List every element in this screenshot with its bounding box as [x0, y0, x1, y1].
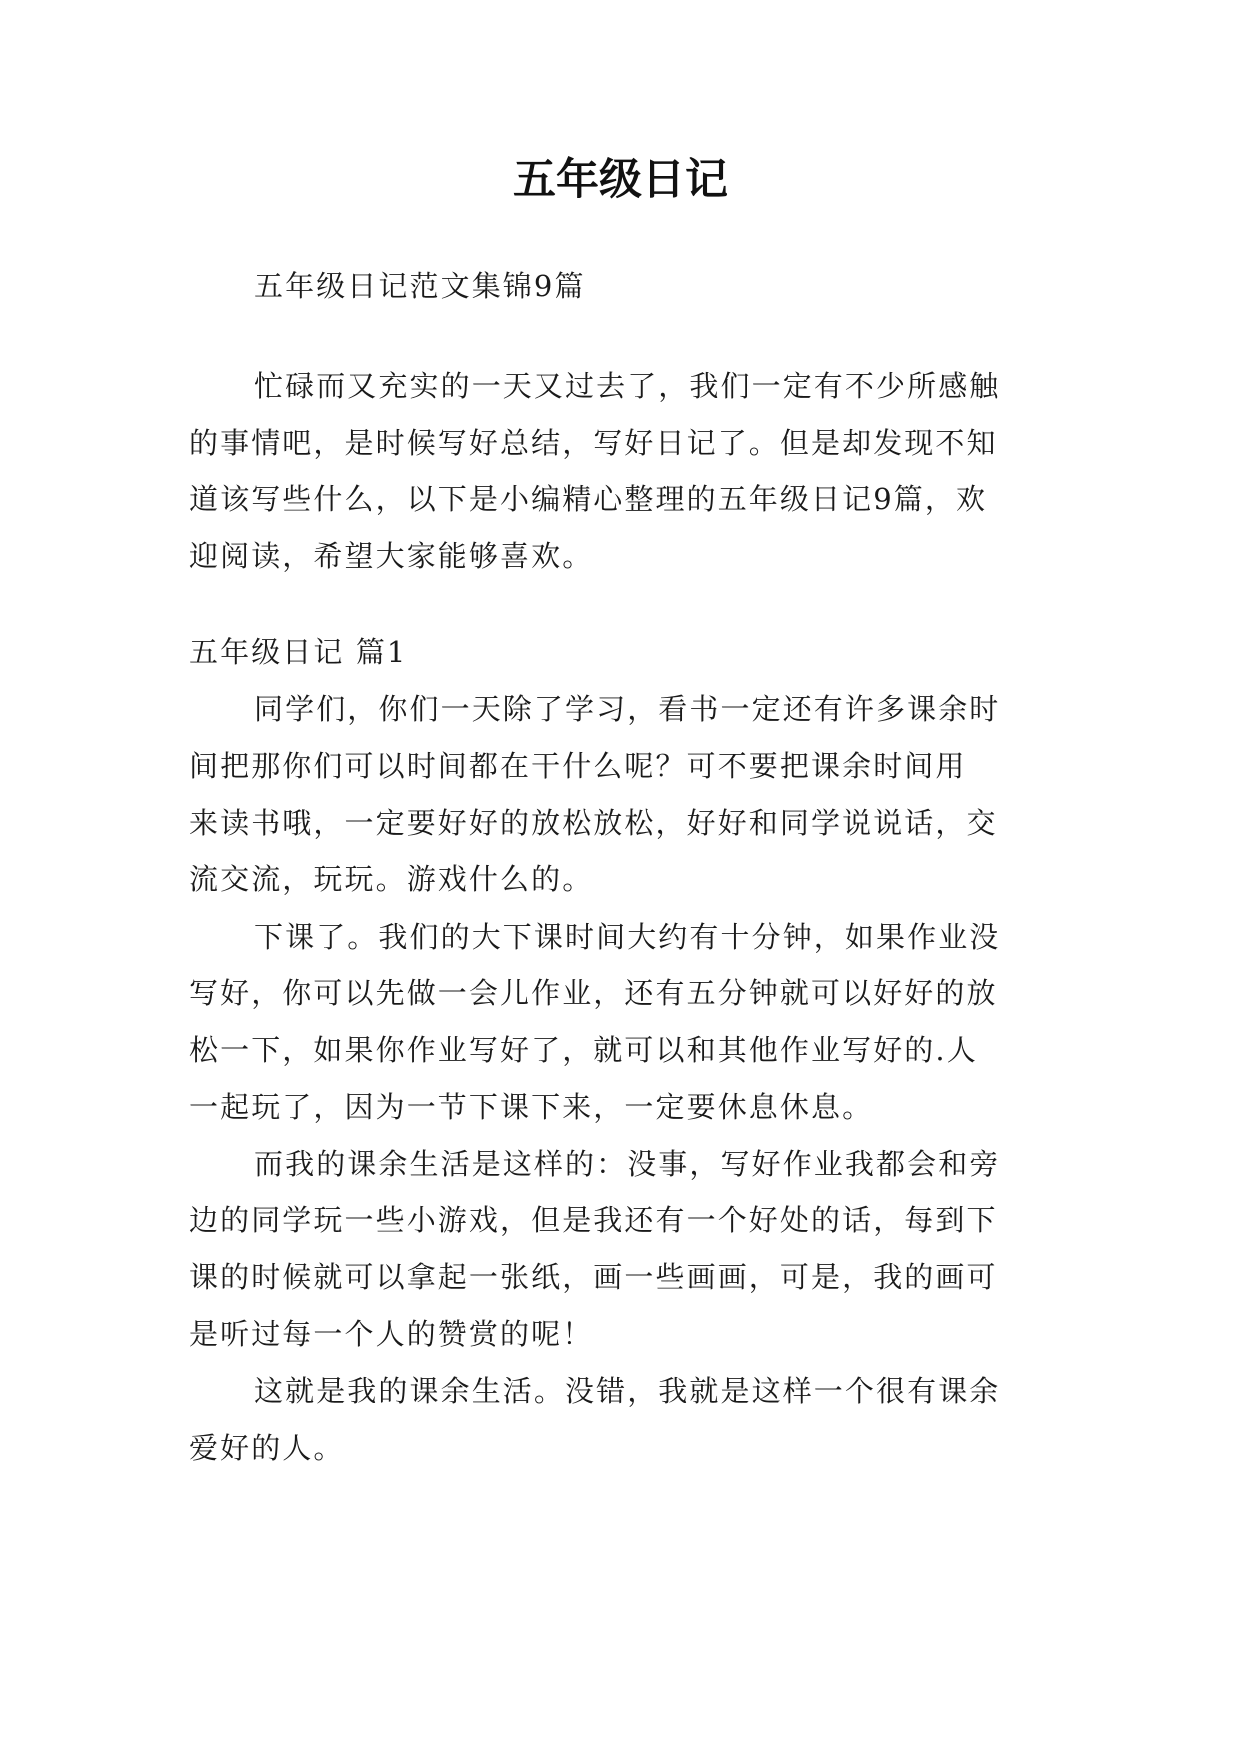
- intro-line: 忙碌而又充实的一天又过去了，我们一定有不少所感触: [254, 369, 1001, 403]
- paragraph-line: 下课了。我们的大下课时间大约有十分钟，如果作业没: [254, 920, 1001, 954]
- paragraph-line: 而我的课余生活是这样的：没事，写好作业我都会和旁: [254, 1147, 1001, 1181]
- paragraph-line: 一起玩了，因为一节下课下来，一定要休息休息。: [189, 1090, 874, 1124]
- paragraph-line: 这就是我的课余生活。没错，我就是这样一个很有课余: [254, 1374, 1001, 1408]
- section-heading: 五年级日记 篇1: [189, 635, 408, 669]
- paragraph-line: 间把那你们可以时间都在干什么呢？可不要把课余时间用: [189, 749, 967, 783]
- paragraph-line: 写好，你可以先做一会儿作业，还有五分钟就可以好好的放: [189, 976, 998, 1010]
- document-title: 五年级日记: [513, 155, 728, 205]
- intro-line: 迎阅读，希望大家能够喜欢。: [189, 539, 594, 573]
- paragraph-line: 松一下，如果你作业写好了，就可以和其他作业写好的.人: [189, 1033, 978, 1067]
- intro-line: 的事情吧，是时候写好总结，写好日记了。但是却发现不知: [189, 426, 998, 460]
- paragraph-line: 来读书哦，一定要好好的放松放松，好好和同学说说话，交: [189, 806, 998, 840]
- paragraph-line: 流交流，玩玩。游戏什么的。: [189, 862, 594, 896]
- paragraph-line: 边的同学玩一些小游戏，但是我还有一个好处的话，每到下: [189, 1203, 998, 1237]
- intro-line: 道该写些什么，以下是小编精心整理的五年级日记9篇，欢: [189, 482, 988, 516]
- paragraph-line: 同学们，你们一天除了学习，看书一定还有许多课余时: [254, 692, 1001, 726]
- paragraph-line: 课的时候就可以拿起一张纸，画一些画画，可是，我的画可: [189, 1260, 998, 1294]
- paragraph-line: 是听过每一个人的赞赏的呢！: [189, 1317, 594, 1351]
- paragraph-line: 爱好的人。: [189, 1431, 345, 1465]
- document-subtitle: 五年级日记范文集锦9篇: [254, 269, 586, 303]
